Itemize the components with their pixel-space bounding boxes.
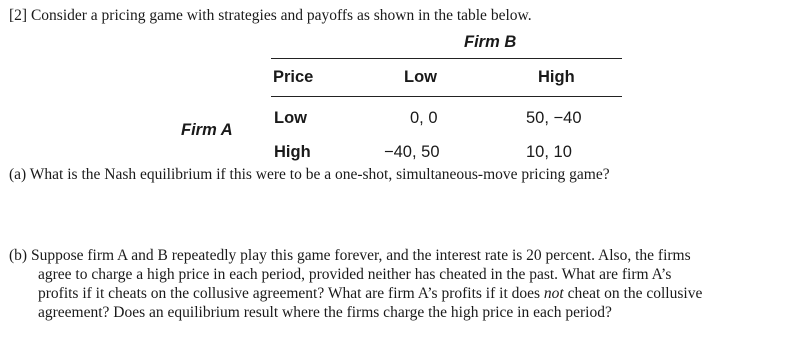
problem-intro: [2] Consider a pricing game with strategies and payoffs as shown in the table below. bbox=[9, 7, 532, 24]
question-b-line-3-start: profits if it cheats on the collusive agreement? What are firm A’s profits if it does bbox=[38, 285, 544, 302]
question-b bbox=[9, 246, 779, 322]
payoff-low-low: 0, 0 bbox=[410, 109, 438, 127]
question-a: (a) What is the Nash equilibrium if this were to be a one-shot, simultaneous-move pricing game? bbox=[9, 166, 610, 183]
column-player-label: Firm B bbox=[464, 33, 517, 51]
payoff-high-high: 10, 10 bbox=[526, 143, 572, 161]
col-header-low: Low bbox=[404, 68, 437, 86]
question-b-emphasis: not bbox=[543, 285, 564, 302]
question-b-line-1: (b) Suppose firm A and B repeatedly play this game forever, and the interest rate is 20 percent. Also, the firms bbox=[9, 247, 691, 264]
row-label-low: Low bbox=[274, 109, 307, 127]
payoff-low-high: 50, −40 bbox=[526, 109, 582, 127]
question-b-line-3 bbox=[9, 284, 779, 303]
table-top-rule bbox=[271, 58, 622, 59]
question-b-line-2: agree to charge a high price in each period, provided neither has cheated in the past. What are firm A’s bbox=[38, 266, 672, 283]
corner-label: Price bbox=[273, 68, 314, 86]
col-header-high: High bbox=[538, 68, 575, 86]
question-b-line-3-end: cheat on the collusive bbox=[563, 285, 703, 302]
payoff-high-low: −40, 50 bbox=[384, 143, 440, 161]
question-b-line-4: agreement? Does an equilibrium result where the firms charge the high price in each period? bbox=[38, 304, 612, 321]
table-header-rule bbox=[271, 96, 622, 97]
row-player-label: Firm A bbox=[181, 121, 233, 139]
row-label-high: High bbox=[274, 143, 311, 161]
